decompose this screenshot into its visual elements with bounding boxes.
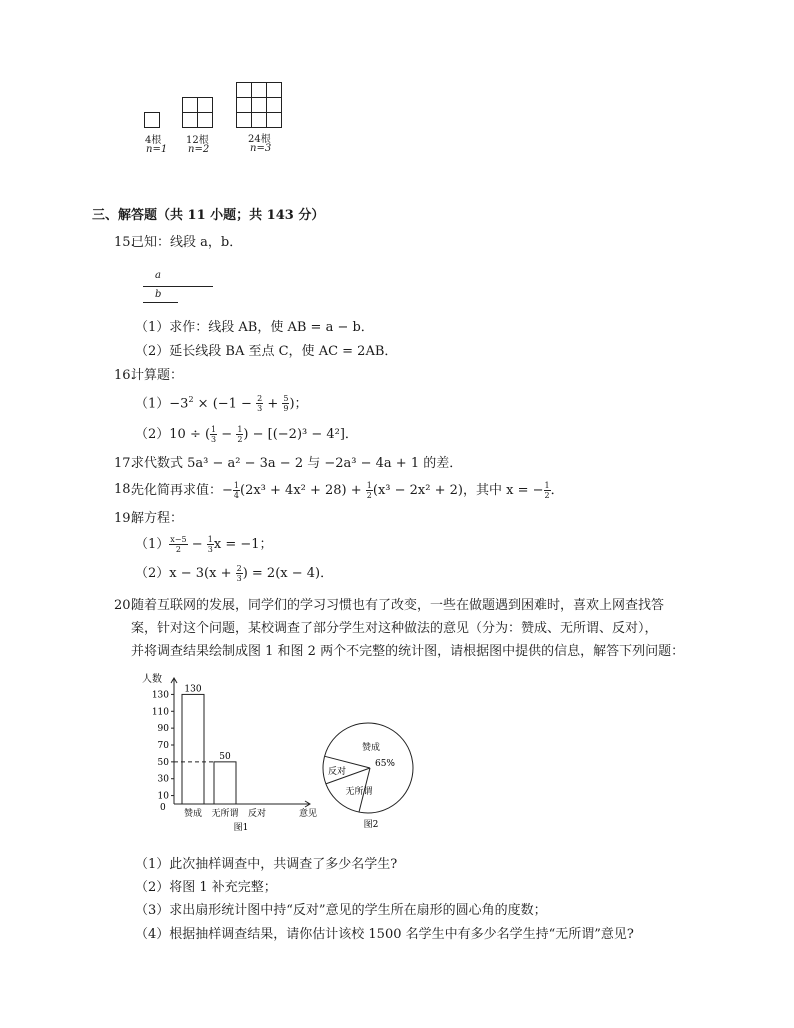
square-n2 (182, 97, 213, 128)
q20-sub2: （2）将图 1 补充完整； (135, 880, 277, 895)
q18-text: 先化简再求值：− $\frac{1}{4}$ (2x³ + 4x² + 28) + $\frac{1}{2}$ (x³ − 2x² + 2)，其中 x = − $\frac{1}{2}$ ． (131, 481, 564, 500)
q17-text: 求代数式 5a³ − a² − 3a − 2 与 −2a³ − 4a + 1 的差． (131, 456, 463, 471)
q20-number: 20. (114, 598, 135, 613)
q19-stem: 解方程： (131, 511, 184, 526)
chart-title: 图2 (363, 820, 379, 830)
figure-label-n3: n=3 (250, 143, 272, 154)
bar-data-label: 50 (219, 751, 231, 762)
y-tick-label: 110 (151, 707, 169, 718)
q19-number: 19. (114, 511, 135, 526)
square-n1 (144, 112, 160, 128)
pie-label-fandui: 反对 (327, 767, 347, 777)
y-tick-label: 30 (157, 774, 169, 785)
q17-number: 17. (114, 456, 135, 471)
y-tick-label: 0 (160, 803, 166, 813)
q15-stem: 已知：线段 a，b． (131, 235, 243, 250)
y-tick-label: 130 (151, 690, 169, 701)
q15-part1: （1）求作：线段 AB，使 AB = a − b． (135, 320, 374, 335)
pie-label-zancheng: 赞成 (361, 743, 381, 753)
q20-sub1: （1）此次抽样调查中，共调查了多少名学生? (135, 857, 398, 872)
segment-a-label: a (155, 270, 161, 281)
x-tick-label: 无所谓 (211, 809, 239, 819)
q20-sub4: （4）根据抽样调查结果，请你估计该校 1500 名学生中有多少名学生持“无所谓”意见? (135, 927, 634, 942)
bar-赞成 (182, 694, 204, 804)
figure-label-n2: n=2 (188, 144, 210, 155)
figure-label-n1-count: 4根 (145, 135, 162, 146)
figure-label-n2-count: 12根 (186, 135, 209, 146)
y-tick-label: 90 (157, 724, 169, 735)
q16-part1: $(1)-3^2 \times (-1$ − $\frac{2}{3}$ + $\frac{5}{9}$ )； (135, 394, 308, 414)
q20-sub3: （3）求出扇形统计图中持“反对”意见的学生所在扇形的圆心角的度数； (135, 903, 547, 918)
q16-number: 16. (114, 368, 135, 383)
bar-data-label: 130 (184, 684, 202, 695)
q15-part2: （2）延长线段 BA 至点 C，使 AC = 2AB． (135, 344, 398, 359)
q20-line2: 案，针对这个问题，某校调查了部分学生对这种做法的意见（分为：赞成、无所谓、反对）， (131, 621, 658, 636)
q16-stem: 计算题： (131, 368, 184, 383)
x-tick-label: 赞成 (183, 809, 203, 819)
q18-number: 18. (114, 482, 135, 497)
bar-chart-figure1 (128, 670, 318, 840)
q19-part2: （2）x − 3(x + $\frac{2}{3}$ ) = 2(x − 4)． (135, 564, 334, 583)
square-n3 (236, 82, 282, 128)
bar-无所谓 (214, 762, 236, 804)
q20-line1: 随着互联网的发展，同学们的学习习惯也有了改变，一些在做题遇到困难时，喜欢上网查找答 (131, 598, 665, 613)
segment-b (143, 302, 178, 303)
q15-number: 15. (114, 235, 135, 250)
y-tick-label: 70 (157, 741, 169, 751)
pie-label-wusuowei: 无所谓 (345, 787, 373, 797)
pie-chart-figure2 (318, 720, 418, 832)
q20-line3: 并将调查结果绘制成图 1 和图 2 两个不完整的统计图，请根据图中提供的信息，解答下列问题： (131, 644, 685, 659)
segment-b-label: b (155, 289, 162, 300)
section-title: 三、解答题（共 11 小题；共 143 分） (92, 208, 325, 223)
q16-part2: （2）10 ÷ ( $\frac{1}{3}$ − $\frac{1}{2}$ ) − [(−2)³ − 4²]． (135, 425, 358, 444)
y-tick-label: 50 (157, 757, 169, 768)
x-tick-label: 反对 (247, 809, 267, 819)
figure-label-n3-count: 24根 (248, 134, 271, 145)
x-axis-label: 意见 (298, 809, 318, 819)
segment-a (143, 286, 213, 287)
chart-title: 图1 (233, 823, 249, 833)
q19-part1: （1） $\frac{x-5}{2}$ − $\frac{1}{3}$ x = −1； (135, 535, 273, 554)
pie-percent-label: 65% (374, 759, 396, 769)
y-axis-label: 人数 (142, 674, 162, 685)
y-tick-label: 10 (157, 791, 169, 802)
figure-label-n1: n=1 (146, 144, 168, 155)
